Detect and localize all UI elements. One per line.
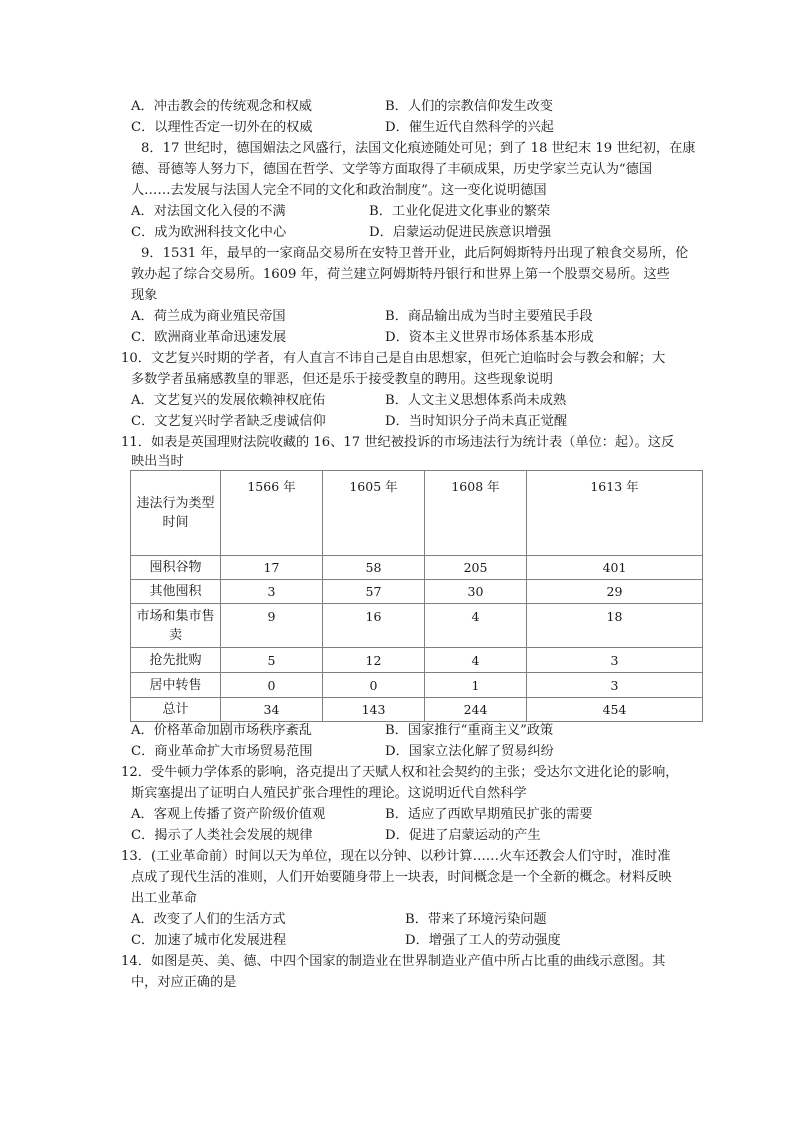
q10-option-c: C．文艺复兴时学者缺乏虔诚信仰 — [131, 414, 326, 429]
year-header: 1608 年 — [425, 471, 527, 556]
table-cell: 18 — [527, 604, 703, 648]
table-cell: 9 — [221, 604, 323, 648]
table-row — [131, 604, 703, 648]
table-cell: 1 — [425, 673, 527, 698]
table-row — [131, 580, 703, 604]
table-cell: 30 — [425, 580, 527, 604]
q12-stem-line-1: 12．受牛顿力学体系的影响，洛克提出了天赋人权和社会契约的主张；受达尔文进化论的影响， — [121, 765, 679, 780]
corner-label-type: 违法行为类型 — [136, 496, 215, 511]
q13-option-c: C．加速了城市化发展进程 — [131, 933, 287, 948]
row-label: 市场和集市售卖 — [131, 604, 221, 648]
table-cell: 4 — [425, 648, 527, 673]
table-cell: 205 — [425, 556, 527, 580]
q13-option-a: A．改变了人们的生活方式 — [131, 912, 286, 927]
table-cell: 58 — [323, 556, 425, 580]
q9-option-a: A．荷兰成为商业殖民帝国 — [131, 309, 286, 324]
q11-stem-line-1: 11．如表是英国理财法院收藏的 16、17 世纪被投诉的市场违法行为统计表（单位：起）。这反 — [121, 435, 675, 450]
violation-statistics-table — [130, 470, 703, 722]
row-label: 居中转售 — [131, 673, 221, 698]
q13-option-d: D．增强了工人的劳动强度 — [405, 933, 561, 948]
table-cell: 4 — [425, 604, 527, 648]
q12-option-b: B．适应了西欧早期殖民扩张的需要 — [385, 807, 593, 822]
table-cell: 143 — [323, 698, 425, 722]
q9-option-b: B．商品输出成为当时主要殖民手段 — [385, 309, 593, 324]
table-row — [131, 673, 703, 698]
table-cell: 3 — [221, 580, 323, 604]
table-row-total — [131, 698, 703, 722]
q7-option-c: C．以理性否定一切外在的权威 — [131, 120, 313, 135]
q13-stem-line-1: 13．(工业革命前）时间以天为单位，现在以分钟、以秒计算……火车还教会人们守时，准时准 — [121, 849, 671, 864]
table-corner-cell — [131, 471, 221, 556]
table-cell: 16 — [323, 604, 425, 648]
table-cell: 244 — [425, 698, 527, 722]
q8-option-c: C．成为欧洲科技文化中心 — [131, 225, 287, 240]
row-label: 抢先批购 — [131, 648, 221, 673]
q9-stem-line-3: 现象 — [131, 288, 158, 303]
q11-stem-line-2: 映出当时 — [131, 454, 184, 469]
q8-option-a: A．对法国文化入侵的不满 — [131, 204, 286, 219]
q9-option-c: C．欧洲商业革命迅速发展 — [131, 330, 287, 345]
q12-option-d: D．促进了启蒙运动的产生 — [385, 828, 541, 843]
q7-option-b: B．人们的宗教信仰发生改变 — [385, 99, 553, 114]
q13-option-b: B．带来了环境污染问题 — [405, 912, 547, 927]
q12-option-a: A．客观上传播了资产阶级价值观 — [131, 807, 326, 822]
table-cell: 401 — [527, 556, 703, 580]
q9-stem-line-2: 敦办起了综合交易所。1609 年，荷兰建立阿姆斯特丹银行和世界上第一个股票交易所。这些 — [131, 267, 670, 282]
q11-option-a: A．价格革命加剧市场秩序紊乱 — [131, 723, 312, 738]
q8-stem-line-2: 德、哥德等人努力下，德国在哲学、文学等方面取得了丰硕成果，历史学家兰克认为“德国 — [131, 162, 653, 177]
q8-stem-line-3: 人……去发展与法国人完全不同的文化和政治制度”。这一变化说明德国 — [131, 183, 547, 198]
q11-option-b: B．国家推行“重商主义”政策 — [385, 723, 554, 738]
q8-option-d: D．启蒙运动促进民族意识增强 — [369, 225, 552, 240]
table-cell: 454 — [527, 698, 703, 722]
year-header: 1566 年 — [221, 471, 323, 556]
table-cell: 29 — [527, 580, 703, 604]
q8-option-b: B．工业化促进文化事业的繁荣 — [369, 204, 551, 219]
year-header: 1613 年 — [527, 471, 703, 556]
table-cell: 5 — [221, 648, 323, 673]
q10-stem-line-2: 多数学者虽痛感教皇的罪恶，但还是乐于接受教皇的聘用。这些现象说明 — [131, 372, 553, 387]
table-row — [131, 556, 703, 580]
q7-option-a: A．冲击教会的传统观念和权威 — [131, 99, 312, 114]
q11-option-d: D．国家立法化解了贸易纠纷 — [385, 744, 554, 759]
year-header: 1605 年 — [323, 471, 425, 556]
row-label: 囤积谷物 — [131, 556, 221, 580]
q7-option-d: D．催生近代自然科学的兴起 — [385, 120, 554, 135]
q14-stem-line-1: 14．如图是英、美、德、中四个国家的制造业在世界制造业产值中所占比重的曲线示意图。其 — [121, 954, 666, 969]
row-label: 其他囤积 — [131, 580, 221, 604]
q8-stem-line-1: 8．17 世纪时，德国媚法之风盛行，法国文化痕迹随处可见；到了 18 世纪末 19 世纪初，在康 — [141, 141, 696, 156]
q10-stem-line-1: 10．文艺复兴时期的学者，有人直言不讳自己是自由思想家，但死亡迫临时会与教会和解；大 — [121, 351, 666, 366]
q10-option-a: A．文艺复兴的发展依赖神权庇佑 — [131, 393, 326, 408]
table-cell: 12 — [323, 648, 425, 673]
table-cell: 17 — [221, 556, 323, 580]
row-label: 总计 — [131, 698, 221, 722]
q10-option-d: D．当时知识分子尚未真正觉醒 — [385, 414, 568, 429]
q13-stem-line-3: 出工业革命 — [131, 891, 197, 906]
q9-stem-line-1: 9．1531 年，最早的一家商品交易所在安特卫普开业，此后阿姆斯特丹出现了粮食交易所，伦 — [141, 246, 689, 261]
q12-stem-line-2: 斯宾塞提出了证明白人殖民扩张合理性的理论。这说明近代自然科学 — [131, 786, 527, 801]
q12-option-c: C．揭示了人类社会发展的规律 — [131, 828, 313, 843]
table-cell: 3 — [527, 673, 703, 698]
table-cell: 3 — [527, 648, 703, 673]
table-cell: 0 — [323, 673, 425, 698]
table-row — [131, 648, 703, 673]
table-cell: 57 — [323, 580, 425, 604]
q9-option-d: D．资本主义世界市场体系基本形成 — [385, 330, 594, 345]
corner-label-time: 时间 — [162, 515, 189, 530]
table-cell: 34 — [221, 698, 323, 722]
table-header-row — [131, 471, 703, 556]
table-cell: 0 — [221, 673, 323, 698]
q13-stem-line-2: 点成了现代生活的准则，人们开始要随身带上一块表，时间概念是一个全新的概念。材料反映 — [131, 870, 672, 885]
q10-option-b: B．人文主义思想体系尚未成熟 — [385, 393, 567, 408]
q11-option-c: C．商业革命扩大市场贸易范围 — [131, 744, 313, 759]
q14-stem-line-2: 中，对应正确的是 — [131, 975, 237, 990]
